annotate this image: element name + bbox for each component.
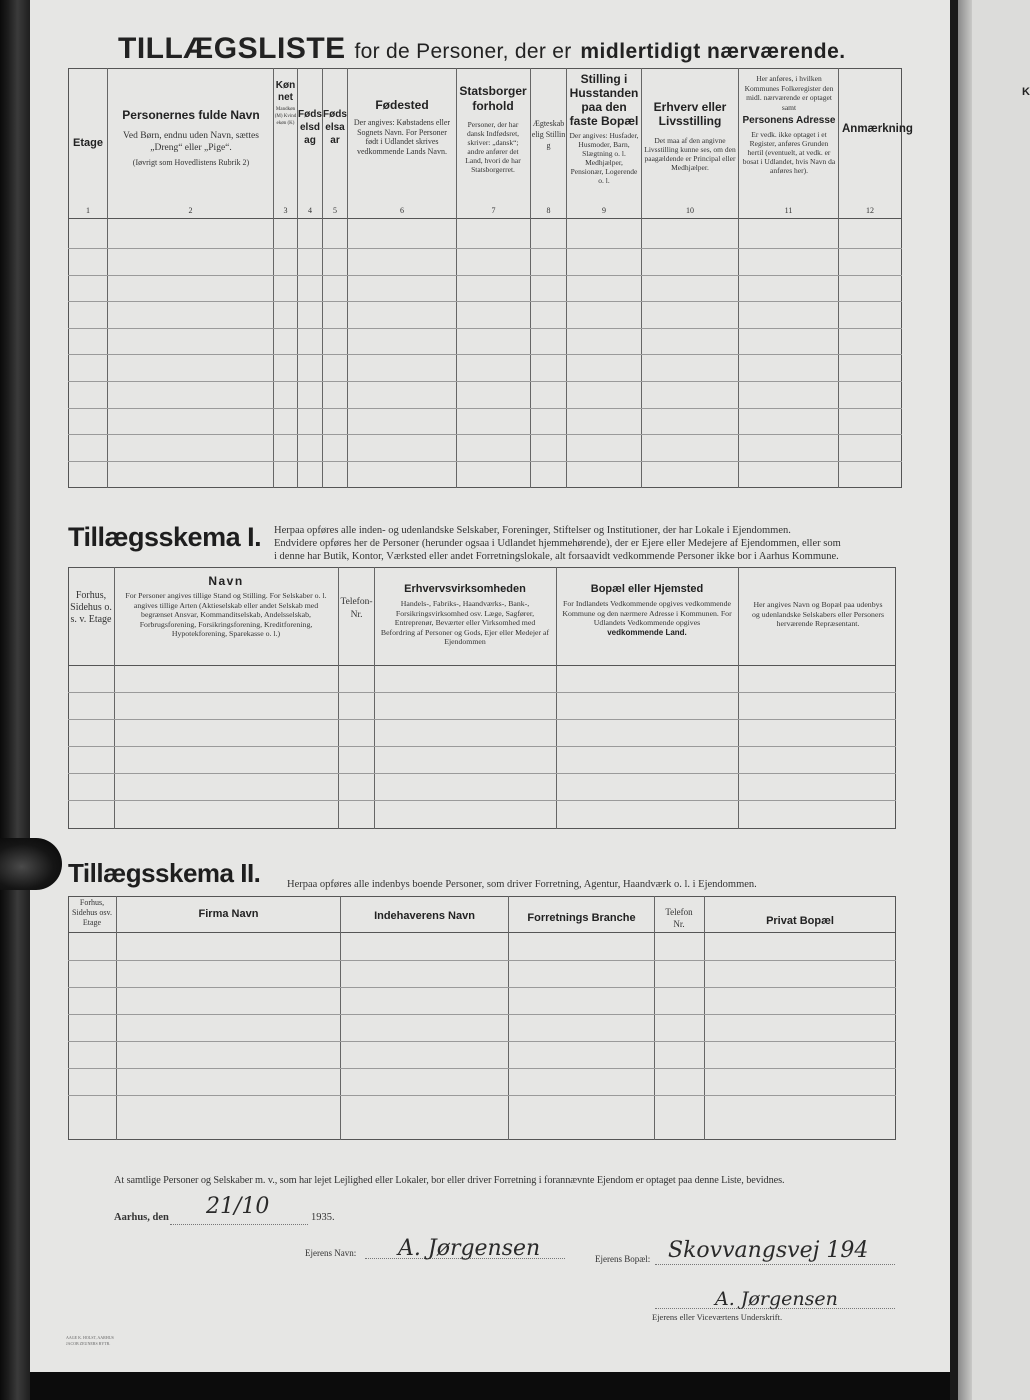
- s2-header-telefon: Telefon Nr.: [665, 907, 693, 929]
- header-anmaerkning: Anmærkning: [842, 123, 913, 135]
- s2-header-etage: Forhus, Sidehus osv. Etage: [72, 898, 112, 927]
- s1-header-repraesentant: Her angives Navn og Bopæl paa udenbys og udenlandske Selskabers eller Personers herværende Repræsentant.: [751, 600, 885, 628]
- signature-label: Ejerens eller Viceværtens Underskrift.: [652, 1312, 783, 1322]
- s1-header-telefon: Telefon-Nr.: [340, 597, 373, 620]
- colnum-4: 4: [308, 206, 312, 215]
- colnum-8: 8: [546, 206, 551, 215]
- colnum-6: 6: [400, 206, 404, 215]
- footer-place-label: Aarhus, den: [114, 1212, 169, 1223]
- s2-header-bopael: Privat Bopæl: [766, 915, 834, 927]
- footer-year: 1935.: [311, 1212, 335, 1223]
- owner-name-label: Ejerens Navn:: [305, 1248, 357, 1258]
- binder-clip: [0, 838, 62, 890]
- footer-declaration: At samtlige Personer og Selskaber m. v., som har lejet Lejlighed eller Lokaler, bor eller driver Forretning i forannævnte Ejendom er optaget paa denne Liste, bevidnes.: [114, 1175, 785, 1186]
- s1-header-erhverv: Erhvervsvirksomheden Handels-, Fabriks-, Haandværks-, Bank-, Forsikringsvirksomhed osv. Læge, Sagfører, Entreprenør, Beværter eller Virksomhed med Befordring af Personer og Gods, Ejer eller Medejer af Ejendommen: [380, 583, 550, 646]
- colnum-1: 1: [86, 206, 90, 215]
- colnum-2: 2: [188, 206, 193, 215]
- list-title-sub: for de Personer, der er: [354, 40, 572, 63]
- s2-header-indehaver: Indehaverens Navn: [374, 910, 475, 922]
- colnum-3: 3: [283, 206, 288, 215]
- page-gutter: [950, 0, 958, 1400]
- bottom-shadow: [30, 1372, 950, 1400]
- header-statsborger: Statsborgerforhold Personer, der har dansk Indfødsret, skriver: „dansk“; andre anfører det Land, hvori de har Statsborgerret.: [459, 84, 527, 174]
- printer-mark: AAGE K. HOLST, AARHUS JACOB ZEUNERS BYTR.: [66, 1335, 114, 1346]
- schema1-title: Tillægsskema I.: [68, 522, 262, 552]
- colnum-10: 10: [686, 206, 694, 215]
- list-title-bold: midlertidigt nærværende.: [580, 40, 846, 63]
- schema1-intro: Herpaa opføres alle inden- og udenlandske Selskaber, Foreninger, Stiftelser og Institutioner, der har Lokale i Ejendommen. Endvidere opføres her de Personer (herunder ogsaa i Udlandet hjemmehørende), der er Ejere eller Medejere af Ejendommen, eller som i denne har Butik, Kontor, Værksted eller andet Forretningslokale, alt forsaavidt vedkommende Personer ikke bor i Aarhus Kommune.: [274, 525, 841, 562]
- colnum-9: 9: [602, 206, 606, 215]
- list-title-main: TILLÆGSLISTE: [118, 32, 346, 65]
- s2-header-branche: Forretnings Branche: [527, 912, 636, 924]
- header-erhverv: Erhverv eller Livsstilling Det maa af den angivne Livsstilling kunne ses, om den paagældende er Principal eller Medhjælper.: [644, 100, 736, 172]
- owner-address-label: Ejerens Bopæl:: [595, 1254, 651, 1264]
- header-foedested: Fødested Der angives: Købstadens eller Sognets Navn. For Personer født i Udlandet skrives vedkommende Lands Navn.: [353, 98, 451, 156]
- s1-header-navn: Navn For Personer angives tillige Stand og Stilling. For Selskaber o. l. angives tillige Arten (Aktieselskab eller andet Selskab med begrænset Ansvar, Kommanditselskab, Andelsselskab, Forbrugsforening, Forsikringsforening, Kreditforening, Hypotekforening, Sparekasse o. l.): [125, 574, 327, 638]
- header-etage: Etage: [73, 137, 103, 149]
- s1-header-etage: Forhus, Sidehus o. s. v. Etage: [70, 590, 112, 625]
- book-spine: [0, 0, 32, 1400]
- header-foedselsdag: Fødselsdag: [298, 109, 322, 146]
- schema2-title: Tillægsskema II.: [68, 858, 261, 888]
- footer-date-written: 21/10: [206, 1194, 270, 1219]
- header-foedselsaar: Fødselsaar: [323, 109, 347, 146]
- next-page-letter: K: [1022, 86, 1030, 98]
- next-page-edge: [958, 0, 1030, 1400]
- colnum-5: 5: [333, 206, 337, 215]
- header-aegteskab: Ægteskabelig Stilling: [531, 119, 566, 150]
- owner-name-signature: A. Jørgensen: [398, 1236, 541, 1261]
- header-husstand: Stilling i Husstanden paa den faste Bopæl Der angives: Husfader, Husmoder, Barn, Slægtning o. l. Medhjælper, Pensionær, Logerende o. l.: [569, 72, 639, 185]
- list-title: [118, 32, 846, 66]
- owner-signature: A. Jørgensen: [715, 1288, 838, 1310]
- owner-address-written: Skovvangsvej 194: [668, 1238, 869, 1263]
- header-adresse: Her anføres, i hvilken Kommunes Folkeregister den midl. nærværende er optaget samt Personens Adresse Er vedk. ikke optaget i et Register, anføres Grunden hertil (eventuelt, at vedk. er bosat i Udlandet, hvis Navn da anføres her).: [742, 74, 836, 175]
- schema2-intro: Herpaa opføres alle indenbys boende Personer, som driver Forretning, Agentur, Haandværk o. l. i Ejendommen.: [287, 879, 757, 890]
- colnum-11: 11: [784, 206, 793, 215]
- header-koennet: Kønnet Mandkøn (M) Kvindekøn (K): [274, 80, 297, 126]
- s1-header-bopael: Bopæl eller Hjemsted For Indlandets Vedkommende opgives vedkommende Kommune og den nærmere Adresse i Kommunen. For Udlandets Vedkommende opgives vedkommende Land.: [562, 583, 732, 637]
- colnum-7: 7: [491, 206, 496, 215]
- header-navn: Personernes fulde Navn Ved Børn, endnu uden Navn, sættes „Dreng“ eller „Pige“. (Iøvrigt som Hovedlistens Rubrik 2): [122, 108, 260, 167]
- s2-header-firma: Firma Navn: [198, 908, 259, 920]
- colnum-12: 12: [866, 206, 874, 215]
